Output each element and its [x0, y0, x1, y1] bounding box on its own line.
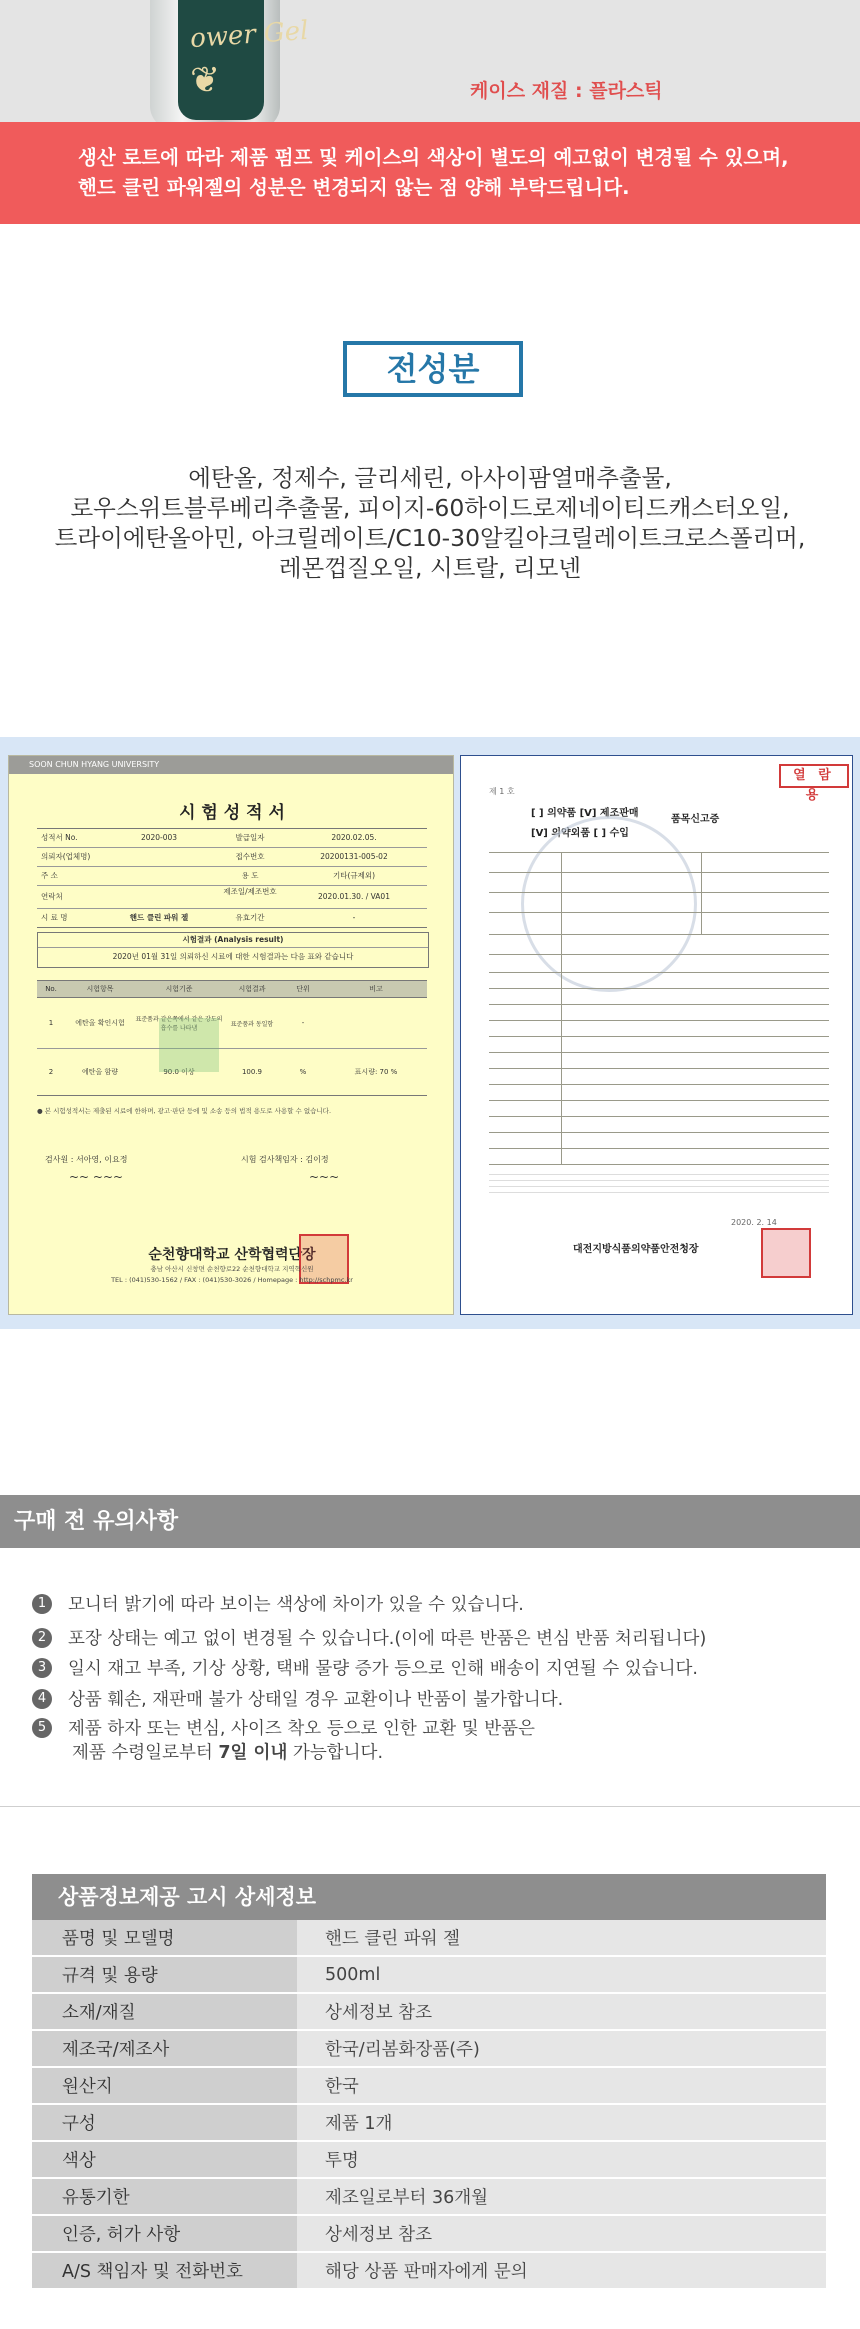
info-label: 소재/재질 [32, 1993, 297, 2030]
info-label: 구성 [32, 2104, 297, 2141]
manager-signature: ~~~ [309, 1170, 340, 1184]
precaution-item: 2 포장 상태는 예고 없이 변경될 수 있습니다.(이에 따른 반품은 변심 반품 처리됩니다) [32, 1627, 706, 1651]
product-info-table [32, 1874, 826, 2290]
government-seal-watermark [521, 816, 697, 992]
form-column-line [561, 852, 562, 1164]
precaution-title: 구매 전 유의사항 [14, 1509, 179, 1534]
result-summary-box: 시험결과 (Analysis result) 2020년 01월 31일 의뢰하신 시료에 대한 시험결과는 다음 표와 같습니다 [37, 932, 429, 968]
form-line [489, 1052, 829, 1053]
product-image-band [0, 0, 860, 122]
number-badge: 5 [32, 1718, 52, 1738]
info-value: 투명 [297, 2141, 826, 2178]
organization-contact: TEL : (041)530-1562 / FAX : (041)530-3026 / Homepage : http://schpmc.kr [111, 1276, 353, 1284]
precaution-item-continuation: 제품 수령일로부터 7일 이내 가능합니다. [72, 1743, 384, 1763]
table-row [32, 2215, 826, 2252]
ingredients-line: 레몬껍질오일, 시트랄, 리모넨 [278, 554, 582, 582]
table-row [32, 2141, 826, 2178]
fine-print [489, 1174, 829, 1194]
table-row [32, 1920, 826, 1956]
manager-line: 시험 검사책임자 : 김이정 [241, 1155, 329, 1164]
university-header: SOON CHUN HYANG UNIVERSITY [9, 756, 454, 774]
product-registration-document [460, 755, 853, 1315]
form-line [489, 988, 829, 989]
precaution-item: 5 제품 하자 또는 변심, 사이즈 착오 등으로 인한 교환 및 반품은 제품 수령일로부터 7일 이내 가능합니다. [32, 1717, 535, 1765]
info-value: 한국/리봄화장품(주) [297, 2030, 826, 2067]
number-badge: 4 [32, 1689, 52, 1709]
precaution-item: 4 상품 훼손, 재판매 불가 상태일 경우 교환이나 반품이 불가합니다. [32, 1688, 563, 1712]
tester-line: 검사원 : 서아영, 이요정 [45, 1155, 128, 1164]
info-value: 해당 상품 판매자에게 문의 [297, 2252, 826, 2289]
info-label: 인증, 허가 사항 [32, 2215, 297, 2252]
number-badge: 2 [32, 1628, 52, 1648]
form-line [489, 1020, 829, 1021]
table-row [32, 2067, 826, 2104]
form-line [489, 1068, 829, 1069]
report-title: 시 험 성 적 서 [179, 803, 285, 823]
doc-type-line-1: [ ] 의약품 [V] 제조판매 [531, 808, 639, 819]
form-line [489, 872, 829, 873]
form-line [489, 1036, 829, 1037]
form-line [489, 954, 829, 955]
product-info-title: 상품정보제공 고시 상세정보 [32, 1874, 826, 1920]
leaf-icon: ❦ [190, 60, 221, 101]
product-info-body [32, 1920, 826, 2289]
report-footnote: ● 본 시험성적서는 제출된 시료에 한하며, 광고·판단 등에 및 소송 등의 법적 용도로 사용할 수 없습니다. [37, 1107, 332, 1115]
form-line [489, 1164, 829, 1165]
info-label: 규격 및 용량 [32, 1956, 297, 1993]
info-label: 유통기한 [32, 2178, 297, 2215]
report-info-grid: 성적서 No. 2020-003 발급일자 2020.02.05. 의뢰자(업체명) 접수번호 20200131-005-02 주 소 용 도 기타(규제외) 연락처 제조일/제조번호 2020.01.30. / VA01 시 료 명 핸드 클린 파워 젤 유효기간 - [37, 828, 427, 928]
info-label: 색상 [32, 2141, 297, 2178]
info-value: 500ml [297, 1956, 826, 1993]
form-line [489, 1132, 829, 1133]
info-label: 품명 및 모델명 [32, 1920, 297, 1956]
ingredients-title: 전성분 [386, 350, 480, 388]
bottle-label-text: ower Gel [189, 15, 310, 55]
form-line [489, 972, 829, 973]
form-column-line [701, 852, 702, 934]
table-row [32, 1993, 826, 2030]
info-value: 한국 [297, 2067, 826, 2104]
table-row [32, 1956, 826, 1993]
case-material-label: 케이스 재질 : 플라스틱 [470, 80, 663, 102]
watermark-logo [159, 1018, 219, 1072]
info-value: 제품 1개 [297, 2104, 826, 2141]
issue-date: 2020. 2. 14 [731, 1218, 777, 1227]
precaution-item: 1 모니터 밝기에 따라 보이는 색상에 차이가 있을 수 있습니다. [32, 1593, 524, 1617]
notice-line-2: 핸드 클린 파워젤의 성분은 변경되지 않는 점 양해 부탁드립니다. [78, 176, 630, 199]
form-line [489, 1004, 829, 1005]
table-row [32, 2252, 826, 2289]
info-label: 제조국/제조사 [32, 2030, 297, 2067]
official-stamp [761, 1228, 811, 1278]
doc-type-line-2: [V] 의약외품 [ ] 수입 [531, 828, 629, 839]
notice-line-1: 생산 로트에 따라 제품 펌프 및 케이스의 색상이 별도의 예고없이 변경될 수 있으며, [78, 146, 789, 169]
form-line [489, 892, 829, 893]
ingredients-list [40, 463, 820, 583]
ingredients-line: 트라이에탄올아민, 아크릴레이트/C10-30알킬아크릴레이트크로스폴리머, [54, 524, 806, 552]
viewing-copy-stamp: 열 람 용 [779, 764, 849, 788]
section-divider [0, 1806, 860, 1807]
form-line [489, 852, 829, 853]
info-value: 상세정보 참조 [297, 2215, 826, 2252]
info-value: 상세정보 참조 [297, 1993, 826, 2030]
number-badge: 3 [32, 1658, 52, 1678]
form-line [489, 1116, 829, 1117]
info-value: 제조일로부터 36개월 [297, 2178, 826, 2215]
info-label: A/S 책임자 및 전화번호 [32, 2252, 297, 2289]
document-number: 제 1 호 [489, 787, 515, 796]
organization-address: 충남 아산시 신창면 순천향로22 순천향대학교 지역혁신원 [150, 1265, 314, 1273]
test-report-document [8, 755, 454, 1315]
form-line [489, 912, 829, 913]
notice-text [78, 143, 838, 203]
precaution-item: 3 일시 재고 부족, 기상 상황, 택배 물량 증가 등으로 인해 배송이 지연될 수 있습니다. [32, 1657, 698, 1681]
info-label: 원산지 [32, 2067, 297, 2104]
form-line [489, 1100, 829, 1101]
table-row [32, 2104, 826, 2141]
tester-signature: ~~ ~~~ [69, 1170, 124, 1184]
ingredients-line: 로우스위트블루베리추출물, 피이지-60하이드로제네이티드캐스터오일, [70, 494, 790, 522]
form-line [489, 934, 829, 935]
number-badge: 1 [32, 1594, 52, 1614]
info-value: 핸드 클린 파워 젤 [297, 1920, 826, 1956]
issuing-authority: 대전지방식품의약품안전청장 [573, 1244, 699, 1255]
table-row [32, 2030, 826, 2067]
form-line [489, 1084, 829, 1085]
ingredients-line: 에탄올, 정제수, 글리세린, 아사이팜열매추출물, [188, 464, 672, 492]
doc-title: 품목신고증 [671, 814, 720, 825]
result-table: No. 시험항목 시험기준 시험결과 단위 비고 1 에탄올 확인시험 표준품과 같은쪽에서 같은 강도의 흡수를 나타냄 표준품과 동일함 - 2 에탄올 함량 90.0 이상 100.9 % 표시량: 70 % [37, 980, 427, 1096]
form-line [489, 1148, 829, 1149]
table-row [32, 2178, 826, 2215]
issuing-organization: 순천향대학교 산학협력단장 [148, 1247, 316, 1263]
